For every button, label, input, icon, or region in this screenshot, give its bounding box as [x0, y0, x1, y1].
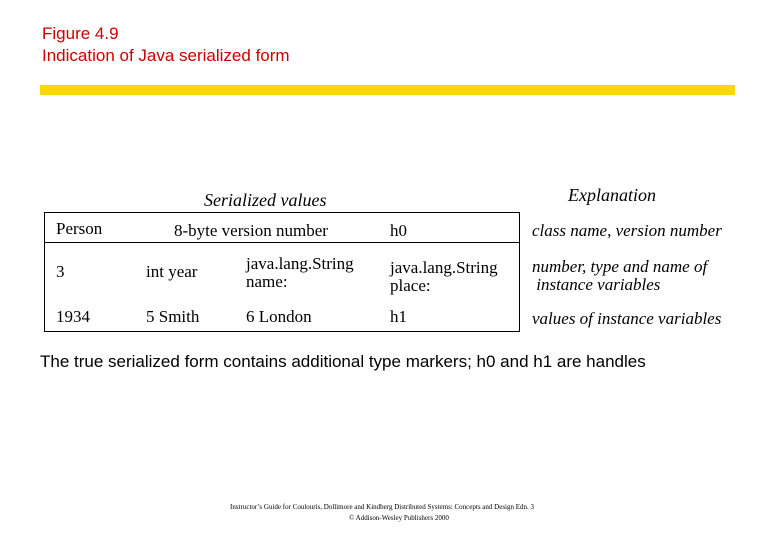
row1-explanation: number, type and name of instance variables	[532, 257, 708, 294]
footer-citation: Instructor’s Guide for Coulouris, Dollimore and Kindberg Distributed Systems: Concepts and Design Edn. 3	[230, 503, 535, 511]
row0-class-name: Person	[56, 219, 103, 238]
footer-copyright: © Addison-Wesley Publishers 2000	[349, 514, 449, 522]
row1-field-type-name: java.lang.String name:	[246, 254, 354, 291]
row0-version-number: 8-byte version number	[174, 221, 328, 240]
figure-title: Indication of Java serialized form	[42, 46, 290, 65]
row1-field-type-place: java.lang.String place:	[390, 258, 498, 295]
row2-handle: h1	[390, 307, 407, 326]
figure-number: Figure 4.9	[42, 24, 119, 43]
accent-bar	[40, 85, 735, 95]
handles-note: The true serialized form contains additional type markers; h0 and h1 are handles	[40, 352, 646, 371]
row2-year-value: 1934	[56, 307, 90, 326]
serialized-values-header: Serialized values	[204, 190, 327, 210]
row1-field-count: 3	[56, 262, 65, 281]
row2-name-value: 5 Smith	[146, 307, 200, 326]
row0-handle: h0	[390, 221, 407, 240]
row0-explanation: class name, version number	[532, 221, 722, 240]
row1-field-type-year: int year	[146, 262, 198, 281]
explanation-header: Explanation	[568, 185, 656, 205]
row2-place-value: 6 London	[246, 307, 312, 326]
table-row-divider	[44, 242, 520, 243]
row2-explanation: values of instance variables	[532, 309, 722, 328]
